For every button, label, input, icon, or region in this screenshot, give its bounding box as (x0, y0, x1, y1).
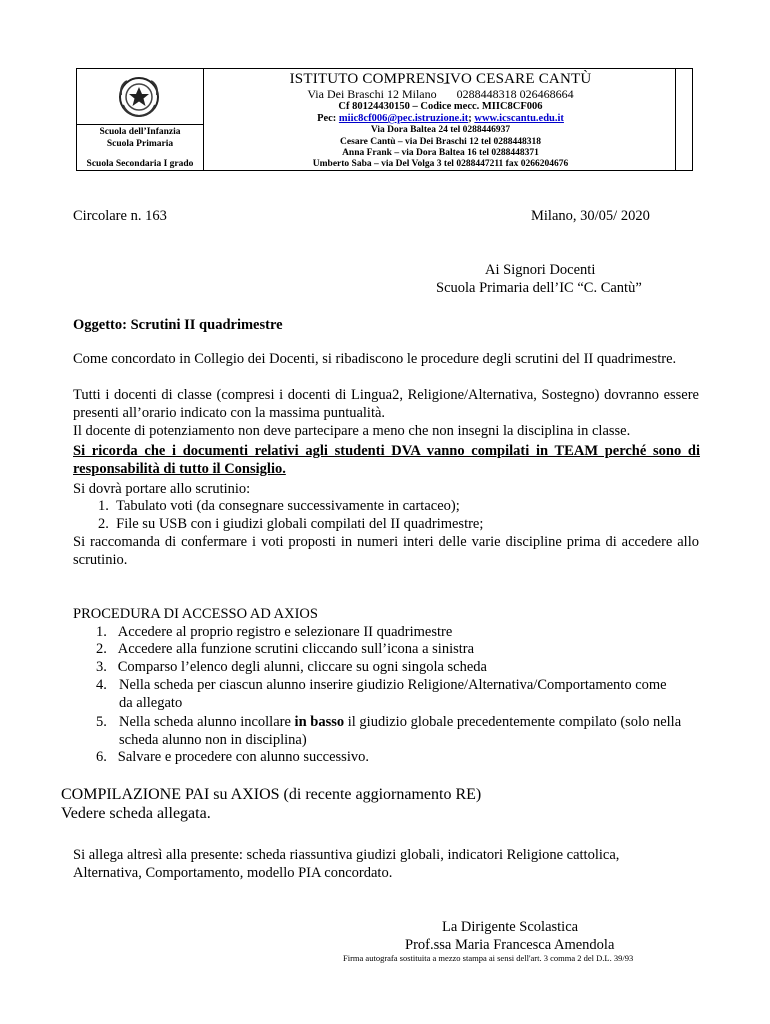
date-place: Milano, 30/05/ 2020 (531, 208, 650, 224)
procedure-step-1: 1. Accedere al proprio registro e selezionare II quadrimestre (96, 624, 453, 640)
signature-role: La Dirigente Scolastica (442, 919, 579, 935)
fiscal-code-line: Cf 80124430150 – Codice mecc. MIIC8CF006 (338, 101, 543, 112)
institute-address: Via Dei Braschi 12 Milano (307, 87, 437, 101)
pai-subtitle: Vedere scheda allegata. (61, 805, 211, 822)
bring-item-1: 1. Tabulato voti (da consegnare successivamente in cartaceo); (98, 498, 460, 514)
plex-line-2: Cesare Cantù – via Dei Braschi 12 tel 0288448318 (340, 136, 541, 147)
bring-intro: Si dovrà portare allo scrutinio: (73, 481, 251, 497)
step5-text-bold: in basso (294, 714, 345, 730)
signature-name: Prof.ssa Maria Francesca Amendola (405, 937, 615, 953)
paragraph-collegio: Come concordato in Collegio dei Docenti, si ribadiscono le procedure degli scrutini del II quadrimestre. (73, 351, 677, 367)
school-type-secondaria: Scuola Secondaria I grado (86, 159, 194, 169)
procedure-title: PROCEDURA DI ACCESSO AD AXIOS (73, 606, 318, 622)
procedure-step-5 (119, 714, 699, 749)
signature-note: Firma autografa sostituita a mezzo stampa ai sensi dell'art. 3 comma 2 del D.L. 39/93 (343, 953, 634, 963)
procedure-step-6: 6. Salvare e procedere con alunno successivo. (96, 749, 369, 765)
plex-line-1: Via Dora Baltea 24 tel 0288446937 (370, 125, 511, 135)
plex-line-3: Anna Frank – via Dora Baltea 16 tel 0288448371 (342, 148, 539, 158)
step5-text-before: Nella scheda alunno incollare (119, 714, 295, 730)
pec-label: Pec: (317, 113, 337, 124)
cell-divider (77, 124, 203, 125)
circular-number: Circolare n. 163 (73, 208, 167, 224)
institute-address-line (203, 87, 678, 102)
procedure-step-text: Comparso l’elenco degli alunni, cliccare su ogni singola scheda (117, 659, 487, 675)
procedure-step-4-number: 4. (96, 677, 107, 693)
pai-title: COMPILAZIONE PAI su AXIOS (di recente aggiornamento RE) (61, 786, 482, 803)
recipient-line-1: Ai Signori Docenti (485, 262, 596, 278)
pec-separator: ; (468, 113, 472, 124)
italian-republic-emblem-icon (117, 75, 161, 119)
website-link[interactable]: www.icscantu.edu.it (474, 113, 564, 124)
paragraph-docenti: Tutti i docenti di classe (compresi i docenti di Lingua2, Religione/Alternativa, Sostegno) dovranno essere presenti all’orario indicato con la massima puntualità. (73, 387, 699, 421)
procedure-step-5-number: 5. (96, 714, 107, 730)
recipient-line-2: Scuola Primaria dell’IC “C. Cantù” (436, 280, 642, 296)
procedure-step-4: Nella scheda per ciascun alunno inserire giudizio Religione/Alternativa/Comportamento come da allegato (119, 677, 667, 711)
pec-line (203, 113, 678, 124)
paragraph-potenziamento: Il docente di potenziamento non deve partecipare a meno che non insegni la disciplina in classe. (73, 423, 631, 439)
paragraph-dva-notice: Si ricorda che i documenti relativi agli studenti DVA vanno compilati in TEAM perché sono di responsabilità di tutto il Consiglio. (73, 443, 700, 477)
procedure-step-text: Accedere al proprio registro e selezionare II quadrimestre (117, 624, 453, 640)
bring-item-text: Tabulato voti (da consegnare successivamente in cartaceo); (116, 498, 460, 514)
procedure-step-text: Accedere alla funzione scrutini cliccando sull’icona a sinistra (117, 641, 475, 657)
school-type-infanzia: Scuola dell’Infanzia (99, 127, 181, 137)
procedure-step-3: 3. Comparso l’elenco degli alunni, cliccare su ogni singola scheda (96, 659, 487, 675)
pec-email-link[interactable]: miic8cf006@pec.istruzione.it (338, 113, 469, 124)
procedure-step-text: Salvare e procedere con alunno successivo. (117, 749, 369, 765)
bring-item-text: File su USB con i giudizi globali compilati del II quadrimestre; (116, 516, 484, 532)
letterhead-right-cell (675, 69, 692, 170)
paragraph-recommend: Si raccomanda di confermare i voti proposti in numeri interi delle varie discipline prima di accedere allo scrutinio. (73, 534, 699, 568)
attachments-paragraph: Si allega altresì alla presente: scheda riassuntiva giudizi globali, indicatori Religione cattolica, Alternativa, Comportamento, modello PIA concordato. (73, 847, 620, 881)
bring-item-2: 2. File su USB con i giudizi globali compilati del II quadrimestre; (98, 516, 484, 532)
letterhead-table (76, 68, 693, 171)
subject: Oggetto: Scrutini II quadrimestre (73, 317, 283, 333)
procedure-step-2: 2. Accedere alla funzione scrutini cliccando sull’icona a sinistra (96, 641, 475, 657)
step5-text-after: il giudizio globale precedentemente compilato (solo nella scheda alunno non in disciplina) (119, 714, 682, 748)
letterhead-left-cell (77, 69, 204, 170)
plex-line-4: Umberto Saba – via Del Volga 3 tel 0288447211 fax 0266204676 (312, 158, 569, 169)
institute-title: ISTITUTO COMPRENSIVO CESARE CANTÙ (289, 71, 592, 87)
school-type-primaria: Scuola Primaria (106, 139, 174, 149)
institute-phones: 0288448318 026468664 (456, 87, 574, 101)
